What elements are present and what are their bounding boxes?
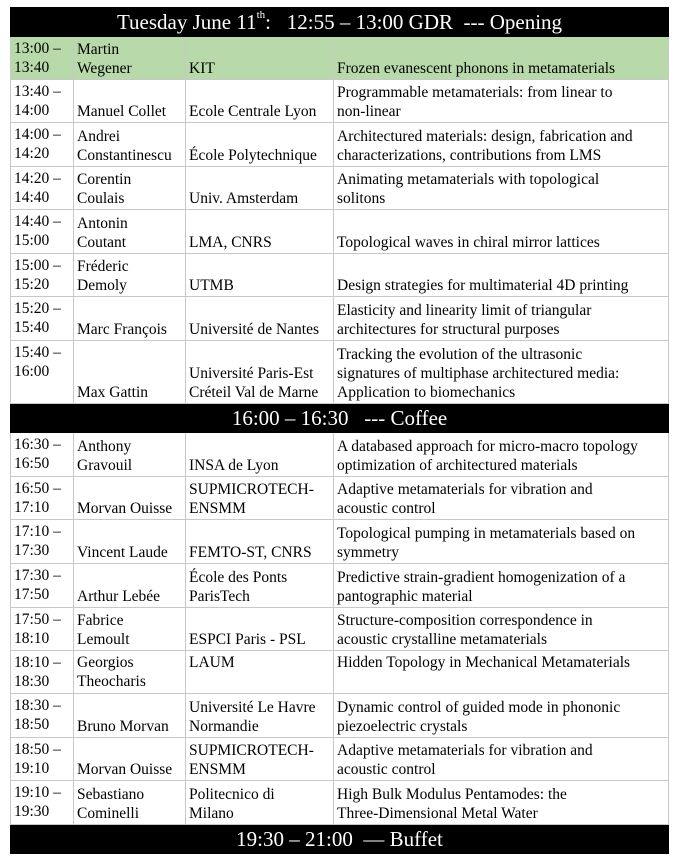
institution-line [189, 524, 330, 543]
talk-row [11, 433, 669, 477]
institution-line: INSA de Lyon [189, 457, 279, 474]
talk-title-cell [334, 520, 669, 564]
speaker-cell [74, 608, 186, 651]
end-time: 14:00 [14, 102, 50, 119]
end-time: 19:30 [14, 803, 50, 820]
speaker-name-line: Max Gattin [77, 384, 149, 401]
talk-title-line: Frozen evanescent phonons in metamaterials [337, 60, 616, 77]
speaker-name-line [77, 524, 182, 543]
speaker-cell [74, 210, 186, 254]
speaker-name-line: Manuel Collet [77, 103, 167, 120]
institution-line: Université Le Havre [189, 699, 316, 716]
speaker-name-line [77, 698, 182, 717]
institution-line: LMA, CNRS [189, 234, 272, 251]
speaker-name-line: Vincent Laude [77, 544, 168, 561]
talk-title-line [337, 40, 665, 59]
start-time: 13:00 – [14, 40, 61, 57]
talk-title-line: pantographic material [337, 588, 473, 605]
speaker-name-line: Bruno Morvan [77, 718, 169, 735]
speaker-name-line [77, 568, 182, 587]
speaker-name-line [77, 741, 182, 760]
speaker-name-line [77, 364, 182, 383]
institution-cell [186, 80, 334, 123]
end-time: 15:40 [14, 319, 50, 336]
talk-title-line: acoustic control [337, 761, 436, 778]
talk-title-line: Three-Dimensional Metal Water [337, 805, 538, 822]
institution-cell [186, 477, 334, 520]
end-time: 16:00 [14, 363, 50, 380]
time-slot-cell [11, 210, 74, 254]
speaker-cell [74, 738, 186, 781]
talk-row [11, 608, 669, 651]
coffee-break-banner-text: 16:00 – 16:30 --- Coffee [11, 404, 669, 433]
institution-line: Politecnico di [189, 786, 275, 803]
talk-title-line: Topological pumping in metamaterials based on [337, 525, 636, 542]
institution-line [189, 214, 330, 233]
time-slot-cell [11, 433, 74, 477]
speaker-name-line: Fabrice [77, 612, 124, 629]
talk-row [11, 341, 669, 404]
speaker-name-line: Sebastiano [77, 786, 145, 803]
time-slot-cell [11, 738, 74, 781]
institution-line [189, 40, 330, 59]
end-time: 14:40 [14, 189, 50, 206]
speaker-name-line: Andrei [77, 128, 121, 145]
time-slot-cell [11, 608, 74, 651]
institution-cell [186, 608, 334, 651]
opening-banner [11, 8, 669, 37]
institution-cell [186, 651, 334, 694]
talk-row [11, 80, 669, 123]
institution-cell [186, 123, 334, 167]
talk-row [11, 520, 669, 564]
institution-line: École Polytechnique [189, 147, 317, 164]
talk-title-line: Hidden Topology in Mechanical Metamaterials [337, 654, 631, 671]
speaker-name-line: Corentin [77, 171, 132, 188]
speaker-name-line: Constantinescu [77, 147, 172, 164]
talk-title-line: solitons [337, 190, 386, 207]
talk-title-cell [334, 738, 669, 781]
institution-line: ParisTech [189, 588, 250, 605]
opening-ordinal: th [256, 9, 266, 21]
talk-title-line: Programmable metamaterials: from linear to [337, 84, 613, 101]
talk-title-line: signatures of multiphase architectured media: [337, 365, 620, 382]
speaker-cell [74, 694, 186, 738]
speaker-name-line: Lemoult [77, 631, 130, 648]
speaker-cell [74, 80, 186, 123]
opening-time-label: : 12:55 – 13:00 GDR --- Opening [265, 10, 563, 34]
talk-title-line: Predictive strain-gradient homogenization of a [337, 569, 626, 586]
institution-line: LAUM [189, 654, 235, 671]
start-time: 18:50 – [14, 741, 61, 758]
buffet-banner-text: 19:30 – 21:00 — Buffet [11, 825, 669, 854]
talk-title-line: piezoelectric crystals [337, 718, 468, 735]
start-time: 14:40 – [14, 213, 61, 230]
talk-title-line: characterizations, contributions from LMS [337, 147, 602, 164]
institution-line: Créteil Val de Marne [189, 384, 319, 401]
speaker-name-line: Anthony [77, 438, 132, 455]
institution-line: ESPCI Paris - PSL [189, 631, 306, 648]
talk-title-line: Adaptive metamaterials for vibration and [337, 742, 593, 759]
talk-title-line: symmetry [337, 544, 399, 561]
speaker-name-line: Morvan Ouisse [77, 500, 173, 517]
speaker-name-line: Marc François [77, 321, 167, 338]
talk-title-line: Application to biomechanics [337, 384, 516, 401]
institution-cell [186, 254, 334, 297]
institution-cell [186, 694, 334, 738]
speaker-cell [74, 341, 186, 404]
institution-line: KIT [189, 60, 215, 77]
speaker-name-line: Wegener [77, 60, 132, 77]
institution-cell [186, 738, 334, 781]
speaker-name-line: Coutant [77, 234, 127, 251]
talk-title-line: Adaptive metamaterials for vibration and [337, 481, 593, 498]
talk-row [11, 694, 669, 738]
time-slot-cell [11, 520, 74, 564]
time-slot-cell [11, 694, 74, 738]
start-time: 19:10 – [14, 784, 61, 801]
talk-title-cell [334, 254, 669, 297]
talk-row [11, 167, 669, 210]
time-slot-cell [11, 37, 74, 80]
talk-row [11, 781, 669, 825]
start-time: 16:50 – [14, 480, 61, 497]
time-slot-cell [11, 80, 74, 123]
talk-title-line [337, 672, 665, 691]
institution-line: SUPMICROTECH- [189, 742, 314, 759]
talk-title-cell [334, 167, 669, 210]
talk-row [11, 477, 669, 520]
start-time: 13:40 – [14, 83, 61, 100]
institution-cell [186, 297, 334, 341]
institution-line [189, 83, 330, 102]
talk-title-line: A databased approach for micro-macro topology [337, 438, 638, 455]
institution-line: Université Paris-Est [189, 365, 314, 382]
institution-line [189, 301, 330, 320]
institution-cell [186, 37, 334, 80]
speaker-name-line: Cominelli [77, 805, 139, 822]
talk-title-cell [334, 123, 669, 167]
talk-title-line: acoustic crystalline metamaterials [337, 631, 548, 648]
institution-line [189, 257, 330, 276]
end-time: 13:40 [14, 59, 50, 76]
talk-row [11, 123, 669, 167]
opening-banner-text [11, 8, 669, 37]
end-time: 18:30 [14, 673, 50, 690]
speaker-name-line: Georgios [77, 654, 134, 671]
start-time: 17:30 – [14, 567, 61, 584]
talk-title-line: Design strategies for multimaterial 4D printing [337, 277, 629, 294]
speaker-name-line: Coulais [77, 190, 125, 207]
talk-title-cell [334, 80, 669, 123]
institution-line [189, 437, 330, 456]
talk-title-cell [334, 564, 669, 608]
talk-title-line: non-linear [337, 103, 401, 120]
institution-line: ENSMM [189, 500, 246, 517]
talk-title-line: Animating metamaterials with topological [337, 171, 600, 188]
speaker-name-line [77, 83, 182, 102]
talk-title-cell [334, 477, 669, 520]
speaker-cell [74, 433, 186, 477]
start-time: 14:00 – [14, 126, 61, 143]
institution-cell [186, 341, 334, 404]
talk-row [11, 254, 669, 297]
end-time: 19:10 [14, 760, 50, 777]
start-time: 18:30 – [14, 697, 61, 714]
speaker-cell [74, 520, 186, 564]
start-time: 15:40 – [14, 344, 61, 361]
institution-line: Ecole Centrale Lyon [189, 103, 317, 120]
speaker-name-line: Martin [77, 41, 120, 58]
speaker-name-line: Arthur Lebée [77, 588, 161, 605]
talk-title-line [337, 257, 665, 276]
talk-title-cell [334, 37, 669, 80]
speaker-name-line: Gravouil [77, 457, 133, 474]
speaker-name-line: Antonin [77, 215, 128, 232]
institution-line [189, 127, 330, 146]
speaker-cell [74, 477, 186, 520]
talk-row [11, 651, 669, 694]
talk-title-cell [334, 341, 669, 404]
start-time: 17:10 – [14, 523, 61, 540]
speaker-cell [74, 297, 186, 341]
institution-line [189, 611, 330, 630]
end-time: 15:00 [14, 232, 50, 249]
speaker-name-line: Morvan Ouisse [77, 761, 173, 778]
talk-title-cell [334, 608, 669, 651]
talk-row [11, 297, 669, 341]
start-time: 18:10 – [14, 654, 61, 671]
talk-title-cell [334, 210, 669, 254]
end-time: 17:30 [14, 542, 50, 559]
institution-line: Milano [189, 805, 234, 822]
talk-title-line [337, 214, 665, 233]
time-slot-cell [11, 564, 74, 608]
institution-line: Université de Nantes [189, 321, 319, 338]
talk-title-line: Topological waves in chiral mirror lattices [337, 234, 600, 251]
institution-cell [186, 564, 334, 608]
end-time: 15:20 [14, 276, 50, 293]
start-time: 15:20 – [14, 300, 61, 317]
end-time: 16:50 [14, 455, 50, 472]
institution-line: SUPMICROTECH- [189, 481, 314, 498]
time-slot-cell [11, 297, 74, 341]
institution-cell [186, 433, 334, 477]
institution-cell [186, 210, 334, 254]
start-time: 17:50 – [14, 611, 61, 628]
time-slot-cell [11, 651, 74, 694]
time-slot-cell [11, 254, 74, 297]
speaker-cell [74, 254, 186, 297]
speaker-name-line: Theocharis [77, 673, 146, 690]
talk-title-line: Architectured materials: design, fabrication and [337, 128, 633, 145]
start-time: 14:20 – [14, 170, 61, 187]
time-slot-cell [11, 167, 74, 210]
talk-title-line: Elasticity and linearity limit of triangular [337, 302, 592, 319]
time-slot-cell [11, 477, 74, 520]
end-time: 14:20 [14, 145, 50, 162]
speaker-name-line [77, 301, 182, 320]
institution-cell [186, 781, 334, 825]
speaker-cell [74, 167, 186, 210]
coffee-break-banner [11, 404, 669, 433]
time-slot-cell [11, 781, 74, 825]
end-time: 17:50 [14, 586, 50, 603]
talk-title-line: acoustic control [337, 500, 436, 517]
talk-row [11, 564, 669, 608]
talk-title-line: optimization of architectured materials [337, 457, 578, 474]
talk-title-cell [334, 433, 669, 477]
talk-title-line: Dynamic control of guided mode in phononic [337, 699, 621, 716]
institution-line: Normandie [189, 718, 259, 735]
institution-cell [186, 167, 334, 210]
institution-line [189, 672, 330, 691]
talk-row [11, 210, 669, 254]
institution-line: UTMB [189, 277, 234, 294]
talk-title-cell [334, 694, 669, 738]
speaker-name-line: Demoly [77, 277, 127, 294]
start-time: 15:00 – [14, 257, 61, 274]
speaker-cell [74, 123, 186, 167]
institution-line [189, 170, 330, 189]
talk-row [11, 738, 669, 781]
speaker-name-line [77, 480, 182, 499]
opening-day: Tuesday June 11 [116, 10, 257, 34]
institution-line: École des Ponts [189, 569, 288, 586]
end-time: 18:10 [14, 630, 50, 647]
speaker-cell [74, 37, 186, 80]
institution-line: ENSMM [189, 761, 246, 778]
buffet-banner [11, 825, 669, 854]
speaker-cell [74, 781, 186, 825]
time-slot-cell [11, 341, 74, 404]
talk-title-line: architectures for structural purposes [337, 321, 560, 338]
speaker-cell [74, 564, 186, 608]
time-slot-cell [11, 123, 74, 167]
institution-cell [186, 520, 334, 564]
institution-line: Univ. Amsterdam [189, 190, 299, 207]
talk-title-cell [334, 781, 669, 825]
institution-line: FEMTO-ST, CNRS [189, 544, 312, 561]
program-table [10, 7, 669, 854]
end-time: 18:50 [14, 716, 50, 733]
talk-title-line: Tracking the evolution of the ultrasonic [337, 346, 583, 363]
talk-title-line: Structure-composition correspondence in [337, 612, 593, 629]
talk-title-line: High Bulk Modulus Pentamodes: the [337, 786, 567, 803]
end-time: 17:10 [14, 499, 50, 516]
talk-row [11, 37, 669, 80]
start-time: 16:30 – [14, 436, 61, 453]
talk-title-cell [334, 651, 669, 694]
talk-title-cell [334, 297, 669, 341]
speaker-name-line: Fréderic [77, 258, 129, 275]
speaker-cell [74, 651, 186, 694]
